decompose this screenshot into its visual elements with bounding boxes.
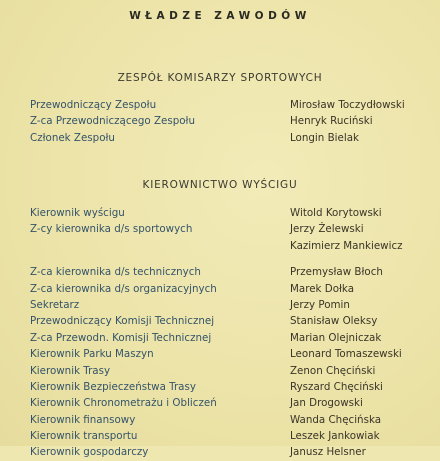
list-item (30, 113, 430, 129)
list-item (30, 379, 430, 395)
person-name: Wanda Chęcińska (290, 413, 382, 426)
role-label: Członek Zespołu (30, 131, 115, 144)
role-label: Przewodniczący Zespołu (30, 99, 157, 111)
role-label: Kierownik Trasy (30, 364, 111, 377)
role-label: Kierownik Chronometrażu i Obliczeń (30, 397, 217, 410)
role-label: Z-ca Przewodniczącego Zespołu (30, 115, 196, 128)
list-item (30, 297, 430, 313)
person-name: Jerzy Pomin (290, 298, 350, 311)
role-label: Kierownik transportu (30, 430, 138, 443)
list-item (30, 363, 430, 379)
person-name: Leonard Tomaszewski (290, 348, 402, 361)
list-item (30, 412, 430, 428)
role-label: Z-cy kierownika d/s sportowych (30, 223, 193, 236)
list-item (30, 330, 430, 346)
list-item (30, 346, 430, 362)
commissioners-list (30, 97, 430, 146)
management-list (30, 205, 430, 461)
person-name: Przemysław Błoch (290, 266, 383, 279)
role-label: Sekretarz (30, 298, 80, 311)
role-label: Kierownik finansowy (30, 413, 136, 426)
commissioners-heading: ZESPÓŁ KOMISARZY SPORTOWYCH (117, 72, 323, 84)
person-name: Zenon Chęciński (290, 364, 376, 377)
person-name: Leszek Jankowiak (290, 430, 380, 443)
role-label: Z-ca kierownika d/s technicznych (30, 266, 201, 279)
person-name: Marek Dołka (290, 282, 355, 295)
person-name: Janusz Helsner (290, 446, 366, 459)
role-label: Kierownik gospodarczy (30, 446, 149, 459)
role-label: Przewodniczący Komisji Technicznej (30, 315, 215, 328)
list-item (30, 130, 430, 146)
person-name: Jan Drogowski (290, 397, 363, 410)
role-label: Z-ca Przewodn. Komisji Technicznej (30, 331, 212, 344)
role-label: Kierownik Parku Maszyn (30, 348, 154, 361)
person-name: Henryk Ruciński (290, 115, 373, 128)
person-name: Longin Bielak (290, 131, 359, 144)
list-item (30, 97, 430, 113)
role-label: Kierownik wyścigu (30, 207, 125, 219)
list-item (30, 313, 430, 329)
page-title: WŁADZE ZAWODÓW (129, 10, 311, 22)
person-name: Stanisław Oleksy (290, 315, 378, 328)
list-item (30, 395, 430, 411)
person-name: Kazimierz Mankiewicz (290, 239, 403, 252)
person-name: Jerzy Żelewski (290, 223, 364, 236)
list-item (30, 444, 430, 460)
list-item (30, 281, 430, 297)
person-name: Witold Korytowski (290, 207, 382, 219)
person-name: Mirosław Toczydłowski (290, 99, 405, 111)
list-item (30, 428, 430, 444)
role-label: Z-ca kierownika d/s organizacyjnych (30, 282, 217, 295)
list-item (30, 205, 430, 221)
spacer (30, 254, 430, 264)
list-item (30, 221, 430, 237)
list-item (30, 264, 430, 280)
person-name: Ryszard Chęciński (290, 380, 383, 393)
role-label: Kierownik Bezpieczeństwa Trasy (30, 380, 196, 393)
list-item (30, 238, 430, 254)
person-name: Marian Olejniczak (290, 331, 382, 344)
management-heading: KIEROWNICTWO WYŚCIGU (142, 179, 298, 191)
